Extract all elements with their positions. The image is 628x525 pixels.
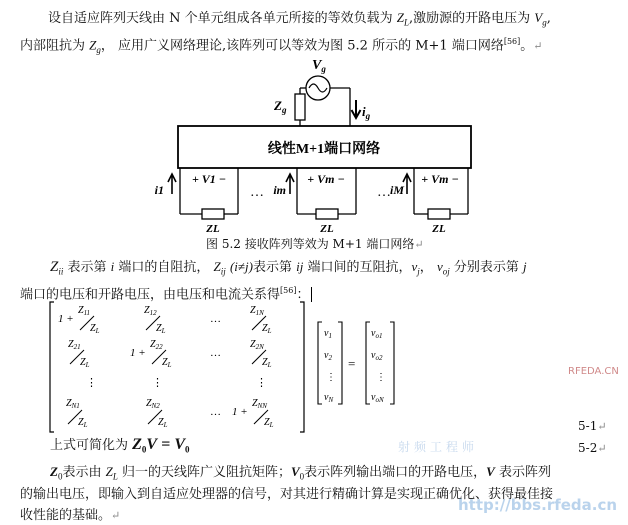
svg-text:⋮: ⋮ <box>86 377 97 389</box>
zg-label: $Z_g$ <box>274 98 287 115</box>
svg-text:Z11: $Z_{11}$ <box>78 305 91 317</box>
para2-line2: 端口的电压和开路电压，由电压和电流关系得[56]： <box>20 283 317 303</box>
ig-label: $i_g$ <box>362 104 371 121</box>
port-dots-1: … <box>250 185 264 200</box>
svg-text:vo2: $v_{o2}$ <box>371 350 383 362</box>
svg-text:…: … <box>210 313 221 325</box>
svg-text:Z1N: $Z_{1N}$ <box>250 305 264 317</box>
para2-line1: $Z_{ii}$ 表示第 i 端口的自阻抗， $Z_{ij}$ (i≠j)表示第 ij 端口间的互阻抗，$v_j$， $v_{oj}$ 分别表示第 j <box>50 259 527 277</box>
svg-text:Z22: $Z_{22}$ <box>150 339 163 351</box>
eq-5-1-number: 5-1↵ <box>578 419 607 433</box>
para3-line2: 的输出电压，即输入到自适应处理器的信号，对其进行精确计算是实现正确优化、获得最佳接 <box>20 487 554 502</box>
svg-text:ZL: $Z_L$ <box>264 417 274 429</box>
svg-text:ZL: $Z_L$ <box>262 323 272 335</box>
port-1-load: ZL <box>206 223 220 235</box>
watermark-top: RFEDA.CN <box>568 366 619 377</box>
simplify-line: 上式可简化为 $Z_0V = V_0$ <box>50 436 190 455</box>
port-M-current-arrow-icon <box>403 174 411 194</box>
port-m-load: ZL <box>320 223 334 235</box>
svg-text:ZN1: $Z_{N1}$ <box>66 398 80 410</box>
watermark-url: http://bbs.rfeda.cn <box>458 496 618 514</box>
svg-text:⋮: ⋮ <box>326 372 336 383</box>
svg-text:ZL: $Z_L$ <box>90 323 100 335</box>
svg-text:1 +: 1 + <box>58 313 74 325</box>
eq-5-2-number: 5-2↵ <box>578 441 607 455</box>
svg-text:ZN2: $Z_{N2}$ <box>146 398 160 410</box>
port-m-current: im <box>273 183 286 197</box>
svg-text:⋮: ⋮ <box>376 372 386 383</box>
svg-text:⋮: ⋮ <box>152 377 163 389</box>
svg-text:Z21: $Z_{21}$ <box>68 339 81 351</box>
svg-text:ZL: $Z_L$ <box>78 417 88 429</box>
port-M-current: iM <box>389 183 404 197</box>
equals-sign: = <box>348 356 356 371</box>
v-vector <box>324 328 336 404</box>
svg-text:ZNN: $Z_{NN}$ <box>252 398 267 410</box>
network-label: 线性M+1端口网络 <box>267 142 381 157</box>
port-1-current-arrow-icon <box>168 174 176 194</box>
port-M-load: ZL <box>432 223 446 235</box>
para3-line1: $Z_0$表示由 $Z_L$ 归一的天线阵广义阻抗矩阵；$V_0$表示阵列输出端口的开路电压，V 表示阵列 <box>50 464 551 482</box>
svg-text:…: … <box>210 406 221 418</box>
svg-text:Z2N: $Z_{2N}$ <box>250 339 264 351</box>
port-dots-2: … <box>377 185 391 200</box>
para1-line2: 内部阻抗为 $Z_g$， 应用广义网络理论,该阵列可以等效为图 5.2 所示的 M+1 端口网络[56]。↵ <box>20 37 543 55</box>
ig-arrow-icon <box>352 100 361 118</box>
svg-text:ZL: $Z_L$ <box>158 417 168 429</box>
svg-text:voN: $v_{oN}$ <box>371 392 384 404</box>
svg-text:⋮: ⋮ <box>256 377 267 389</box>
svg-text:Z12: $Z_{12}$ <box>144 305 157 317</box>
port-m-current-arrow-icon <box>286 174 294 194</box>
source-label: $V_g$ <box>312 58 326 74</box>
matrix-equation <box>0 298 628 436</box>
port-1-voltage: + V1 − <box>191 172 227 186</box>
svg-text:ZL: $Z_L$ <box>156 323 166 335</box>
port-m-voltage: + Vm − <box>307 172 345 186</box>
svg-text:v1: $v_1$ <box>324 328 332 340</box>
matrix-entries <box>58 305 274 429</box>
vo-vector <box>371 328 386 404</box>
figure-caption: 图 5.2 接收阵列等效为 M+1 端口网络↵ <box>206 237 424 251</box>
svg-text:vN: $v_N$ <box>324 392 334 404</box>
svg-text:ZL: $Z_L$ <box>262 357 272 369</box>
watermark-mid: 射频工程师 <box>398 440 479 454</box>
port-1-current: i1 <box>154 183 164 197</box>
svg-text:vo1: $v_{o1}$ <box>371 328 383 340</box>
svg-text:…: … <box>210 347 221 359</box>
svg-text:ZL: $Z_L$ <box>80 357 90 369</box>
port-network-figure <box>0 52 628 252</box>
para1-line1: 设自适应阵列天线由 N 个单元组成各单元所接的等效负载为 $Z_L$,激励源的开路电压为 $V_g$, <box>48 10 551 28</box>
svg-text:1 +: 1 + <box>130 347 146 359</box>
para3-line3: 收性能的基础。↵ <box>20 508 121 523</box>
svg-text:v2: $v_2$ <box>324 350 332 362</box>
port-M-voltage: + Vm − <box>421 172 459 186</box>
svg-text:1 +: 1 + <box>232 406 248 418</box>
svg-text:ZL: $Z_L$ <box>162 357 172 369</box>
